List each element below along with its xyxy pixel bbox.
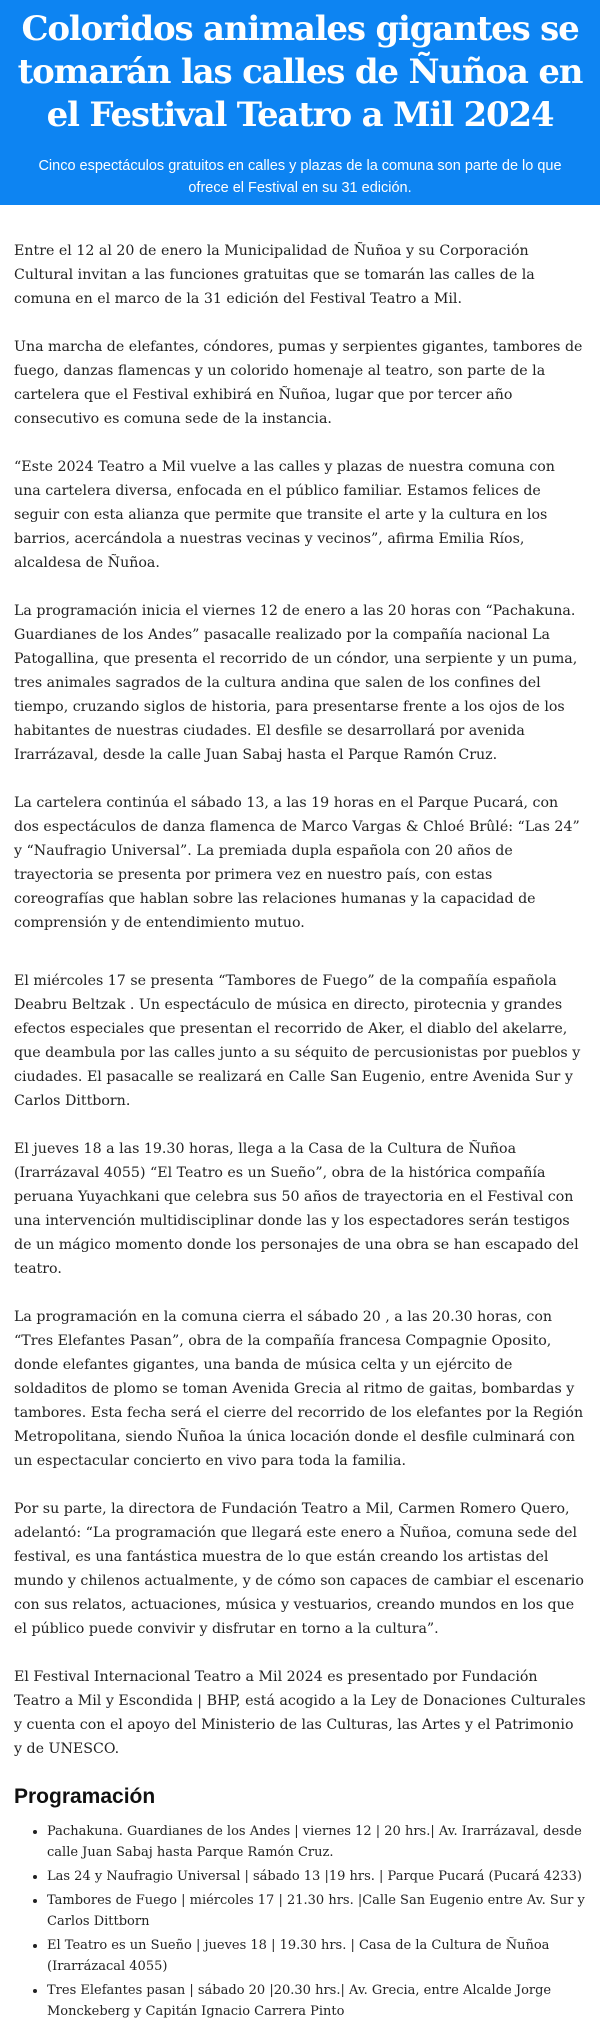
program-item: • Tres Elefantes pasan | sábado 20 |20.30 hrs.| Av. Grecia, entre Alcalde Jorge Monckeberg y Capitán Ignacio Carrera Pinto [47, 1980, 586, 2022]
article-paragraph: La programación en la comuna cierra el sábado 20 , a las 20.30 horas, con “Tres Elefantes Pasan”, obra de la compañía francesa Compagnie Oposito, donde elefantes gigantes, una banda de música celta y un ejército de soldaditos de plomo se toman Avenida Grecia al ritmo de gaitas, bombardas y tambores. Esta fecha será el cierre del recorrido de los elefantes por la Región Metropolitana, siendo Ñuñoa la única locación donde el desfile culminará con un espectacular concierto en vivo para toda la familia. [14, 1309, 584, 1469]
program-item: • Pachakuna. Guardianes de los Andes | viernes 12 | 20 hrs.| Av. Irarrázaval, desde calle Juan Sabaj hasta Parque Ramón Cruz. [47, 1821, 586, 1863]
program-heading: Programación [14, 1785, 156, 1808]
article-paragraph: “Este 2024 Teatro a Mil vuelve a las calles y plazas de nuestra comuna con una cartelera diversa, enfocada en el público familiar. Estamos felices de seguir con esta alianza que permite que transite el arte y la cultura en los barrios, acercándola a nuestras vecinas y vecinos”, afirma Emilia Ríos, alcaldesa de Ñuñoa. [14, 459, 555, 571]
article-paragraph: La programación inicia el viernes 12 de enero a las 20 horas con “Pachakuna. Guardianes de los Andes” pasacalle realizado por la compañía nacional La Patogallina, que presenta el recorrido de un cóndor, una serpiente y un puma, tres animales sagrados de la cultura andina que salen de los confines del tiempo, cruzando siglos de historia, para presentarse frente a los ojos de los habitantes de nuestras ciudades. El desfile se desarrollará por avenida Irarrázaval, desde la calle Juan Sabaj hasta el Parque Ramón Cruz. [14, 603, 578, 763]
article-header [0, 0, 600, 205]
article-body [0, 205, 600, 2022]
article-paragraph: Entre el 12 al 20 de enero la Municipalidad de Ñuñoa y su Corporación Cultural invitan a las funciones gratuitas que se tomarán las calles de la comuna en el marco de la 31 edición del Festival Teatro a Mil. [14, 243, 535, 307]
program-item: • Tambores de Fuego | miércoles 17 | 21.30 hrs. |Calle San Eugenio entre Av. Sur y Carlos Dittborn [47, 1890, 586, 1932]
article-title: Coloridos animales gigantes se tomarán las calles de Ñuñoa en el Festival Teatro a Mil 2024 [17, 9, 583, 135]
program-list [14, 1821, 586, 2022]
article-paragraph: El miércoles 17 se presenta “Tambores de Fuego” de la compañía española Deabru Beltzak . Un espectáculo de música en directo, pirotecnia y grandes efectos especiales que presentan el recorrido de Aker, el diablo del akelarre, que deambula por las calles junto a su séquito de percusionistas por pueblos y ciudades. El pasacalle se realizará en Calle San Eugenio, entre Avenida Sur y Carlos Dittborn. [14, 973, 581, 1109]
article-paragraph: Por su parte, la directora de Fundación Teatro a Mil, Carmen Romero Quero, adelantó: “La programación que llegará este enero a Ñuñoa, comuna sede del festival, es una fantástica muestra de lo que están creando los artistas del mundo y chilenos actualmente, y de cómo son capaces de cambiar el escenario con sus relatos, actuaciones, música y vestuarios, creando mundos en los que el público puede convivir y disfrutar en torno a la cultura”. [14, 1501, 584, 1637]
article-paragraph: La cartelera continúa el sábado 13, a las 19 horas en el Parque Pucará, con dos espectáculos de danza flamenca de Marco Vargas & Chloé Brûlé: “Las 24” y “Naufragio Universal”. La premiada dupla española con 20 años de trayectoria se presenta por primera vez en nuestro país, con estas coreografías que hablan sobre las relaciones humanas y la capacidad de comprensión y de entendimiento mutuo. [14, 795, 580, 931]
program-item: • El Teatro es un Sueño | jueves 18 | 19.30 hrs. | Casa de la Cultura de Ñuñoa (Irarrázacal 4055) [47, 1935, 586, 1977]
article-subtitle: Cinco espectáculos gratuitos en calles y plazas de la comuna son parte de lo que ofrece el Festival en su 31 edición. [38, 158, 562, 196]
article-paragraph: El Festival Internacional Teatro a Mil 2024 es presentado por Fundación Teatro a Mil y Escondida | BHP, está acogido a la Ley de Donaciones Culturales y cuenta con el apoyo del Ministerio de las Culturas, las Artes y el Patrimonio y de UNESCO. [14, 1669, 586, 1757]
program-item: • Las 24 y Naufragio Universal | sábado 13 |19 hrs. | Parque Pucará (Pucará 4233) [47, 1866, 586, 1887]
article-paragraph: Una marcha de elefantes, cóndores, pumas y serpientes gigantes, tambores de fuego, danzas flamencas y un colorido homenaje al teatro, son parte de la cartelera que el Festival exhibirá en Ñuñoa, lugar que por tercer año consecutivo es comuna sede de la instancia. [14, 339, 583, 427]
article-paragraph: El jueves 18 a las 19.30 horas, llega a la Casa de la Cultura de Ñuñoa (Irarrázaval 4055) “El Teatro es un Sueño”, obra de la histórica compañía peruana Yuyachkani que celebra sus 50 años de trayectoria en el Festival con una intervención multidisciplinar donde las y los espectadores serán testigos de un mágico momento donde los personajes de una obra se han escapado del teatro. [14, 1141, 579, 1277]
